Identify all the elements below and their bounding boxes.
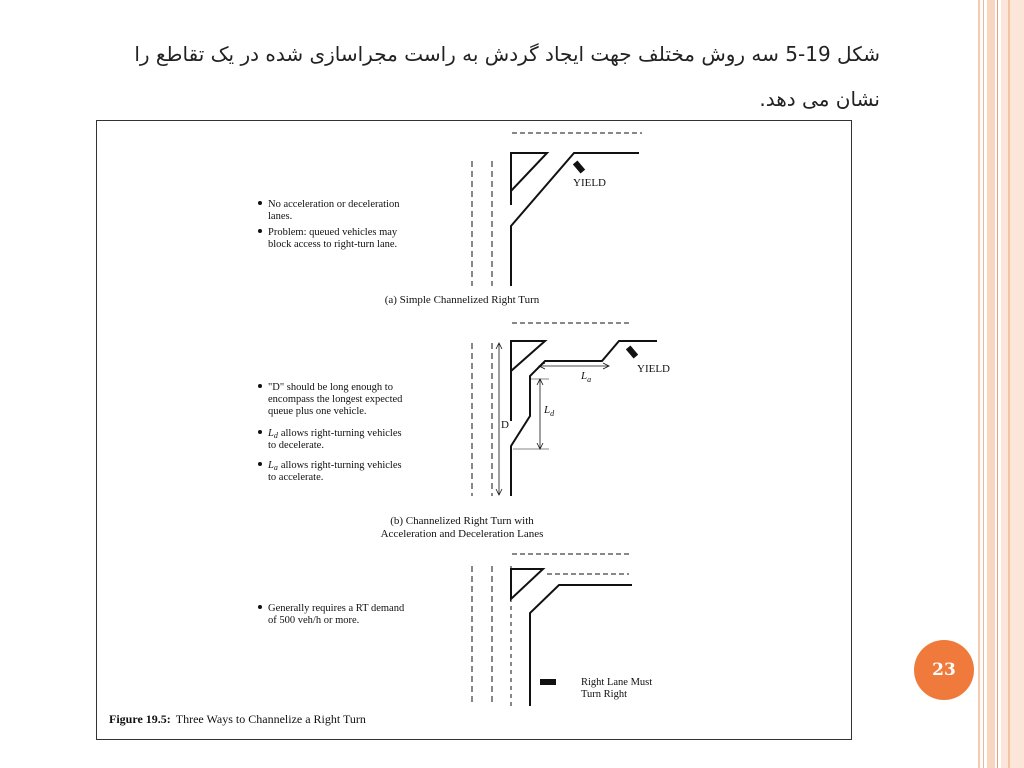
panel-a-label: (a) Simple Channelized Right Turn [384,294,540,306]
border-stripe [997,0,998,768]
panel-a-bullet-2-line-1: Problem: queued vehicles may [268,227,398,238]
panel-b-dim-la: $L_a$ [581,370,592,384]
panel-b-bullets [258,382,403,483]
panel-c-sign-line-1: Right Lane Must [581,677,653,688]
figure-caption: Figure 19.5: Three Ways to Channelize a Right Turn [109,712,366,726]
page-number-badge: 23 [914,640,974,700]
figure-diagram [97,121,853,741]
panel-b-dim-d: D [501,419,509,431]
panel-b-bullet-1-line-1: "D" should be long enough to [268,382,393,393]
panel-b-bullet-2-line-1: Ld allows right-turning vehicles [268,428,402,440]
panel-a-yield-label: YIELD [573,177,606,189]
panel-b-label-line-2: Acceleration and Deceleration Lanes [380,528,544,540]
panel-b-bullet-1-line-2: encompass the longest expected [268,394,403,405]
border-stripe [1008,0,1010,768]
panel-c-bullet-1-line-2: of 500 veh/h or more. [268,615,360,626]
panel-b-bullet-3-line-2: to accelerate. [268,472,324,483]
panel-c-sign-line-2: Turn Right [581,689,628,700]
panel-b-yield-label: YIELD [637,363,670,375]
panel-b-bullet-2-line-2: to decelerate. [268,440,324,451]
panel-a-bullet-1-line-1: No acceleration or deceleration [268,199,400,210]
border-stripe [1001,0,1024,768]
panel-a-bullet-1-line-2: lanes. [268,211,293,222]
slide-title: شکل 19-5 سه روش مختلف جهت ایجاد گردش به راست مجراسازی شده در یک تقاطع را نشان می دهد. [134,42,880,111]
border-stripe [983,0,984,768]
panel-b-dim-ld: $L_d$ [544,404,555,418]
panel-c-bullet-1-line-1: Generally requires a RT demand [268,603,405,614]
panel-c-bullets [258,603,405,626]
figure-panel [96,120,852,740]
panel-b-bullet-1-line-3: queue plus one vehicle. [268,406,367,417]
panel-a-drawing [472,133,642,286]
yield-sign-icon [573,160,585,173]
border-stripe [987,0,995,768]
lane-sign-icon [540,679,556,685]
panel-a-bullets [258,199,400,250]
panel-b-bullet-3-line-1: La allows right-turning vehicles [268,460,402,472]
yield-sign-icon [626,345,638,358]
panel-a-bullet-2-line-2: block access to right-turn lane. [268,239,398,250]
border-stripe [978,0,980,768]
panel-b-label-line-1: (b) Channelized Right Turn with [390,515,534,527]
